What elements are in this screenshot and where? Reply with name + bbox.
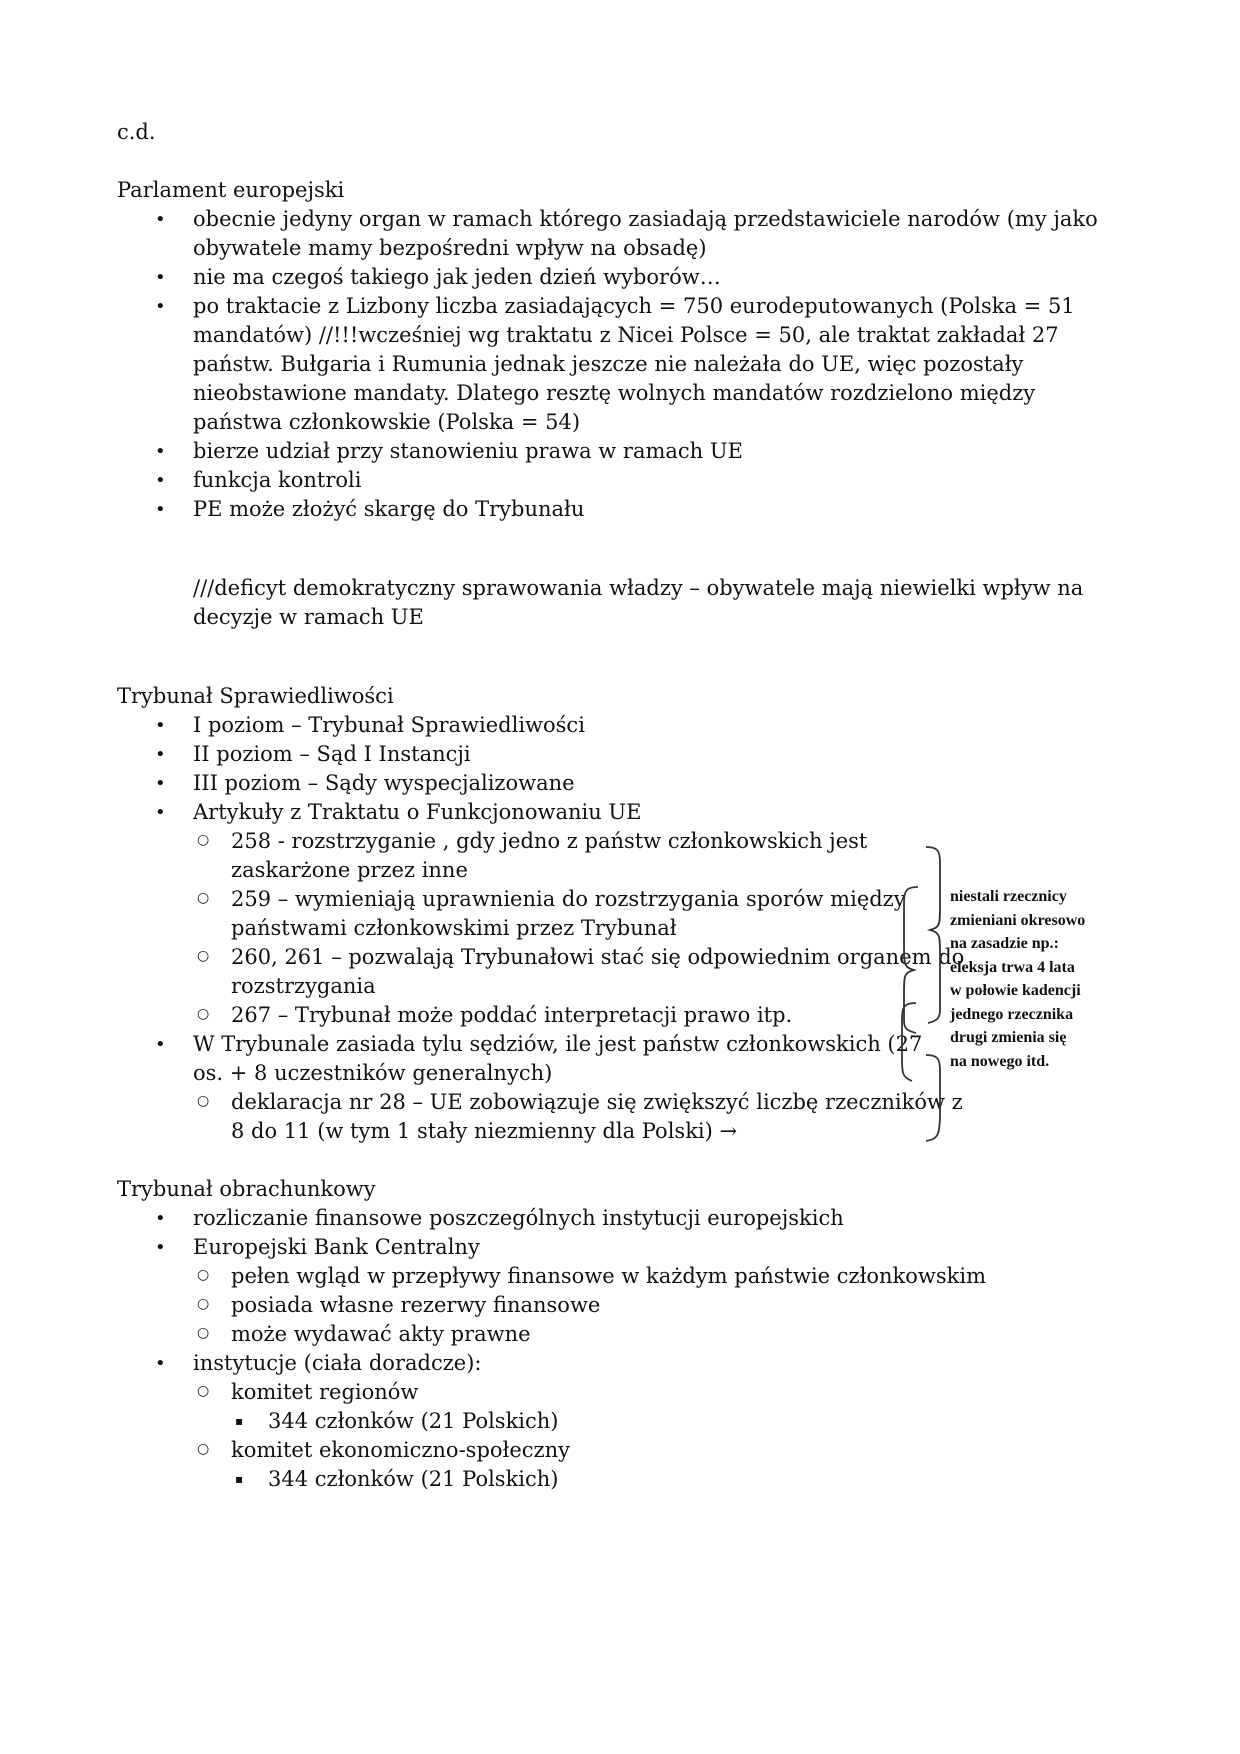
square-icon: ▪ [235,1472,244,1486]
circle-icon: ○ [197,890,210,906]
side-note-line: w połowie kadencji [950,982,1081,999]
list-item: • nie ma czegoś takiego jak jeden dzień wyborów… [117,263,1117,292]
section-title-obrachunkowy: Trybunał obrachunkowy [117,1177,376,1201]
list-item: • funkcja kontroli [117,466,1117,495]
parlament-list [117,205,1117,524]
sub-list-item: ○ komitet ekonomiczno-społeczny [117,1436,1117,1465]
sub-list-item: ○ posiada własne rezerwy finansowe [117,1291,1117,1320]
side-note-line: na nowego itd. [950,1052,1050,1070]
circle-icon: ○ [197,1441,210,1457]
bullet-icon: • [155,773,166,794]
side-note-line: eleksja trwa 4 lata [950,958,1075,976]
list-item: • rozliczanie finansowe poszczególnych instytucji europejskich [117,1204,1117,1233]
bullet-icon: • [155,296,166,317]
side-note-line: niestali rzecznicy [950,888,1067,905]
bullet-icon: • [155,1237,166,1258]
bullet-icon: • [155,441,166,462]
bullet-icon: • [155,267,166,288]
sub-list-item: ○ 260, 261 – pozwalają Trybunałowi stać się odpowiednim organem do rozstrzygania [117,943,976,1001]
list-item: • W Trybunale zasiada tylu sędziów, ile jest państw członkowskich (27 os. + 8 uczestników generalnych) [155,1032,923,1085]
circle-icon: ○ [197,832,210,848]
list-item: • PE może złożyć skargę do Trybunału [117,495,1117,524]
bullet-icon: • [155,1034,166,1055]
bullet-icon: • [155,470,166,491]
list-item: • II poziom – Sąd I Instancji [117,740,1117,769]
section-title-trybunal: Trybunał Sprawiedliwości [117,684,394,708]
sub-sub-list-item: ▪ 344 członków (21 Polskich) [117,1407,1117,1436]
circle-icon: ○ [197,1093,210,1109]
list-item: • Europejski Bank Centralny [117,1233,1117,1262]
side-note-line: jednego rzecznika [950,1005,1074,1023]
bullet-icon: • [155,499,166,520]
obrachunkowy-list [117,1204,1117,1494]
sub-list-item: ○ może wydawać akty prawne [117,1320,1117,1349]
circle-icon: ○ [197,1325,210,1341]
circle-icon: ○ [197,1383,210,1399]
document-page [117,118,1117,1494]
sub-list-item: ○ pełen wgląd w przepływy finansowe w każdym państwie członkowskim [117,1262,1117,1291]
side-note-line: zmieniani okresowo [950,911,1086,929]
circle-icon: ○ [197,1006,210,1022]
bullet-icon: • [155,1353,166,1374]
list-item: • I poziom – Trybunał Sprawiedliwości [117,711,1117,740]
sub-list-item: ○ deklaracja nr 28 – UE zobowiązuje się zwiększyć liczbę rzeczników z 8 do 11 (w tym 1 stały niezmienny dla Polski) → [117,1088,976,1146]
bullet-icon: • [155,802,166,823]
side-note-line: na zasadzie np.: [950,935,1059,952]
list-item: • III poziom – Sądy wyspecjalizowane [117,769,1117,798]
deficit-note: ///deficyt demokratyczny sprawowania władzy – obywatele mają niewielki wpływ na decyzje w ramach UE [193,576,1084,629]
circle-icon: ○ [197,948,210,964]
sub-list-item: ○ 267 – Trybunał może poddać interpretacji prawo itp. [117,1001,976,1030]
sub-list-item: ○ 258 - rozstrzyganie , gdy jedno z państw członkowskich jest zaskarżone przez inne [117,827,976,885]
bullet-icon: • [155,744,166,765]
list-item: • po traktacie z Lizbony liczba zasiadających = 750 eurodeputowanych (Polska = 51 mandatów) //!!!wcześniej wg traktatu z Nicei Polsce = 50, ale traktat zakładał 27 państw. Bułgaria i Rumunia jednak jeszcze nie należała do UE, więc pozostały nieobstawione mandaty. Dlatego resztę wolnych mandatów rozdzielono między państwa członkowskie (Polska = 54) [155,294,1075,434]
sub-list-item: ○ 259 – wymieniają uprawnienia do rozstrzygania sporów między państwami członkowskimi przez Trybunał [117,885,976,943]
list-item: • Artykuły z Traktatu o Funkcjonowaniu UE [117,798,1117,827]
section-title-parlament: Parlament europejski [117,178,345,202]
side-note [950,885,1130,1073]
bullet-icon: • [155,209,166,230]
list-item: • instytucje (ciała doradcze): [117,1349,1117,1378]
circle-icon: ○ [197,1267,210,1283]
square-icon: ▪ [235,1414,244,1428]
side-note-line: drugi zmienia się [950,1029,1067,1046]
sub-sub-list-item: ▪ 344 członków (21 Polskich) [117,1465,1117,1494]
sub-list-item: ○ komitet regionów [117,1378,1117,1407]
list-item: • bierze udział przy stanowieniu prawa w ramach UE [117,437,1117,466]
list-item: • obecnie jedyny organ w ramach którego zasiadają przedstawiciele narodów (my jako obywatele mamy bezpośredni wpływ na obsadę) [155,207,1098,260]
brace-icon [890,845,950,1145]
bullet-icon: • [155,715,166,736]
bullet-icon: • [155,1208,166,1229]
top-label: c.d. [117,120,156,144]
circle-icon: ○ [197,1296,210,1312]
